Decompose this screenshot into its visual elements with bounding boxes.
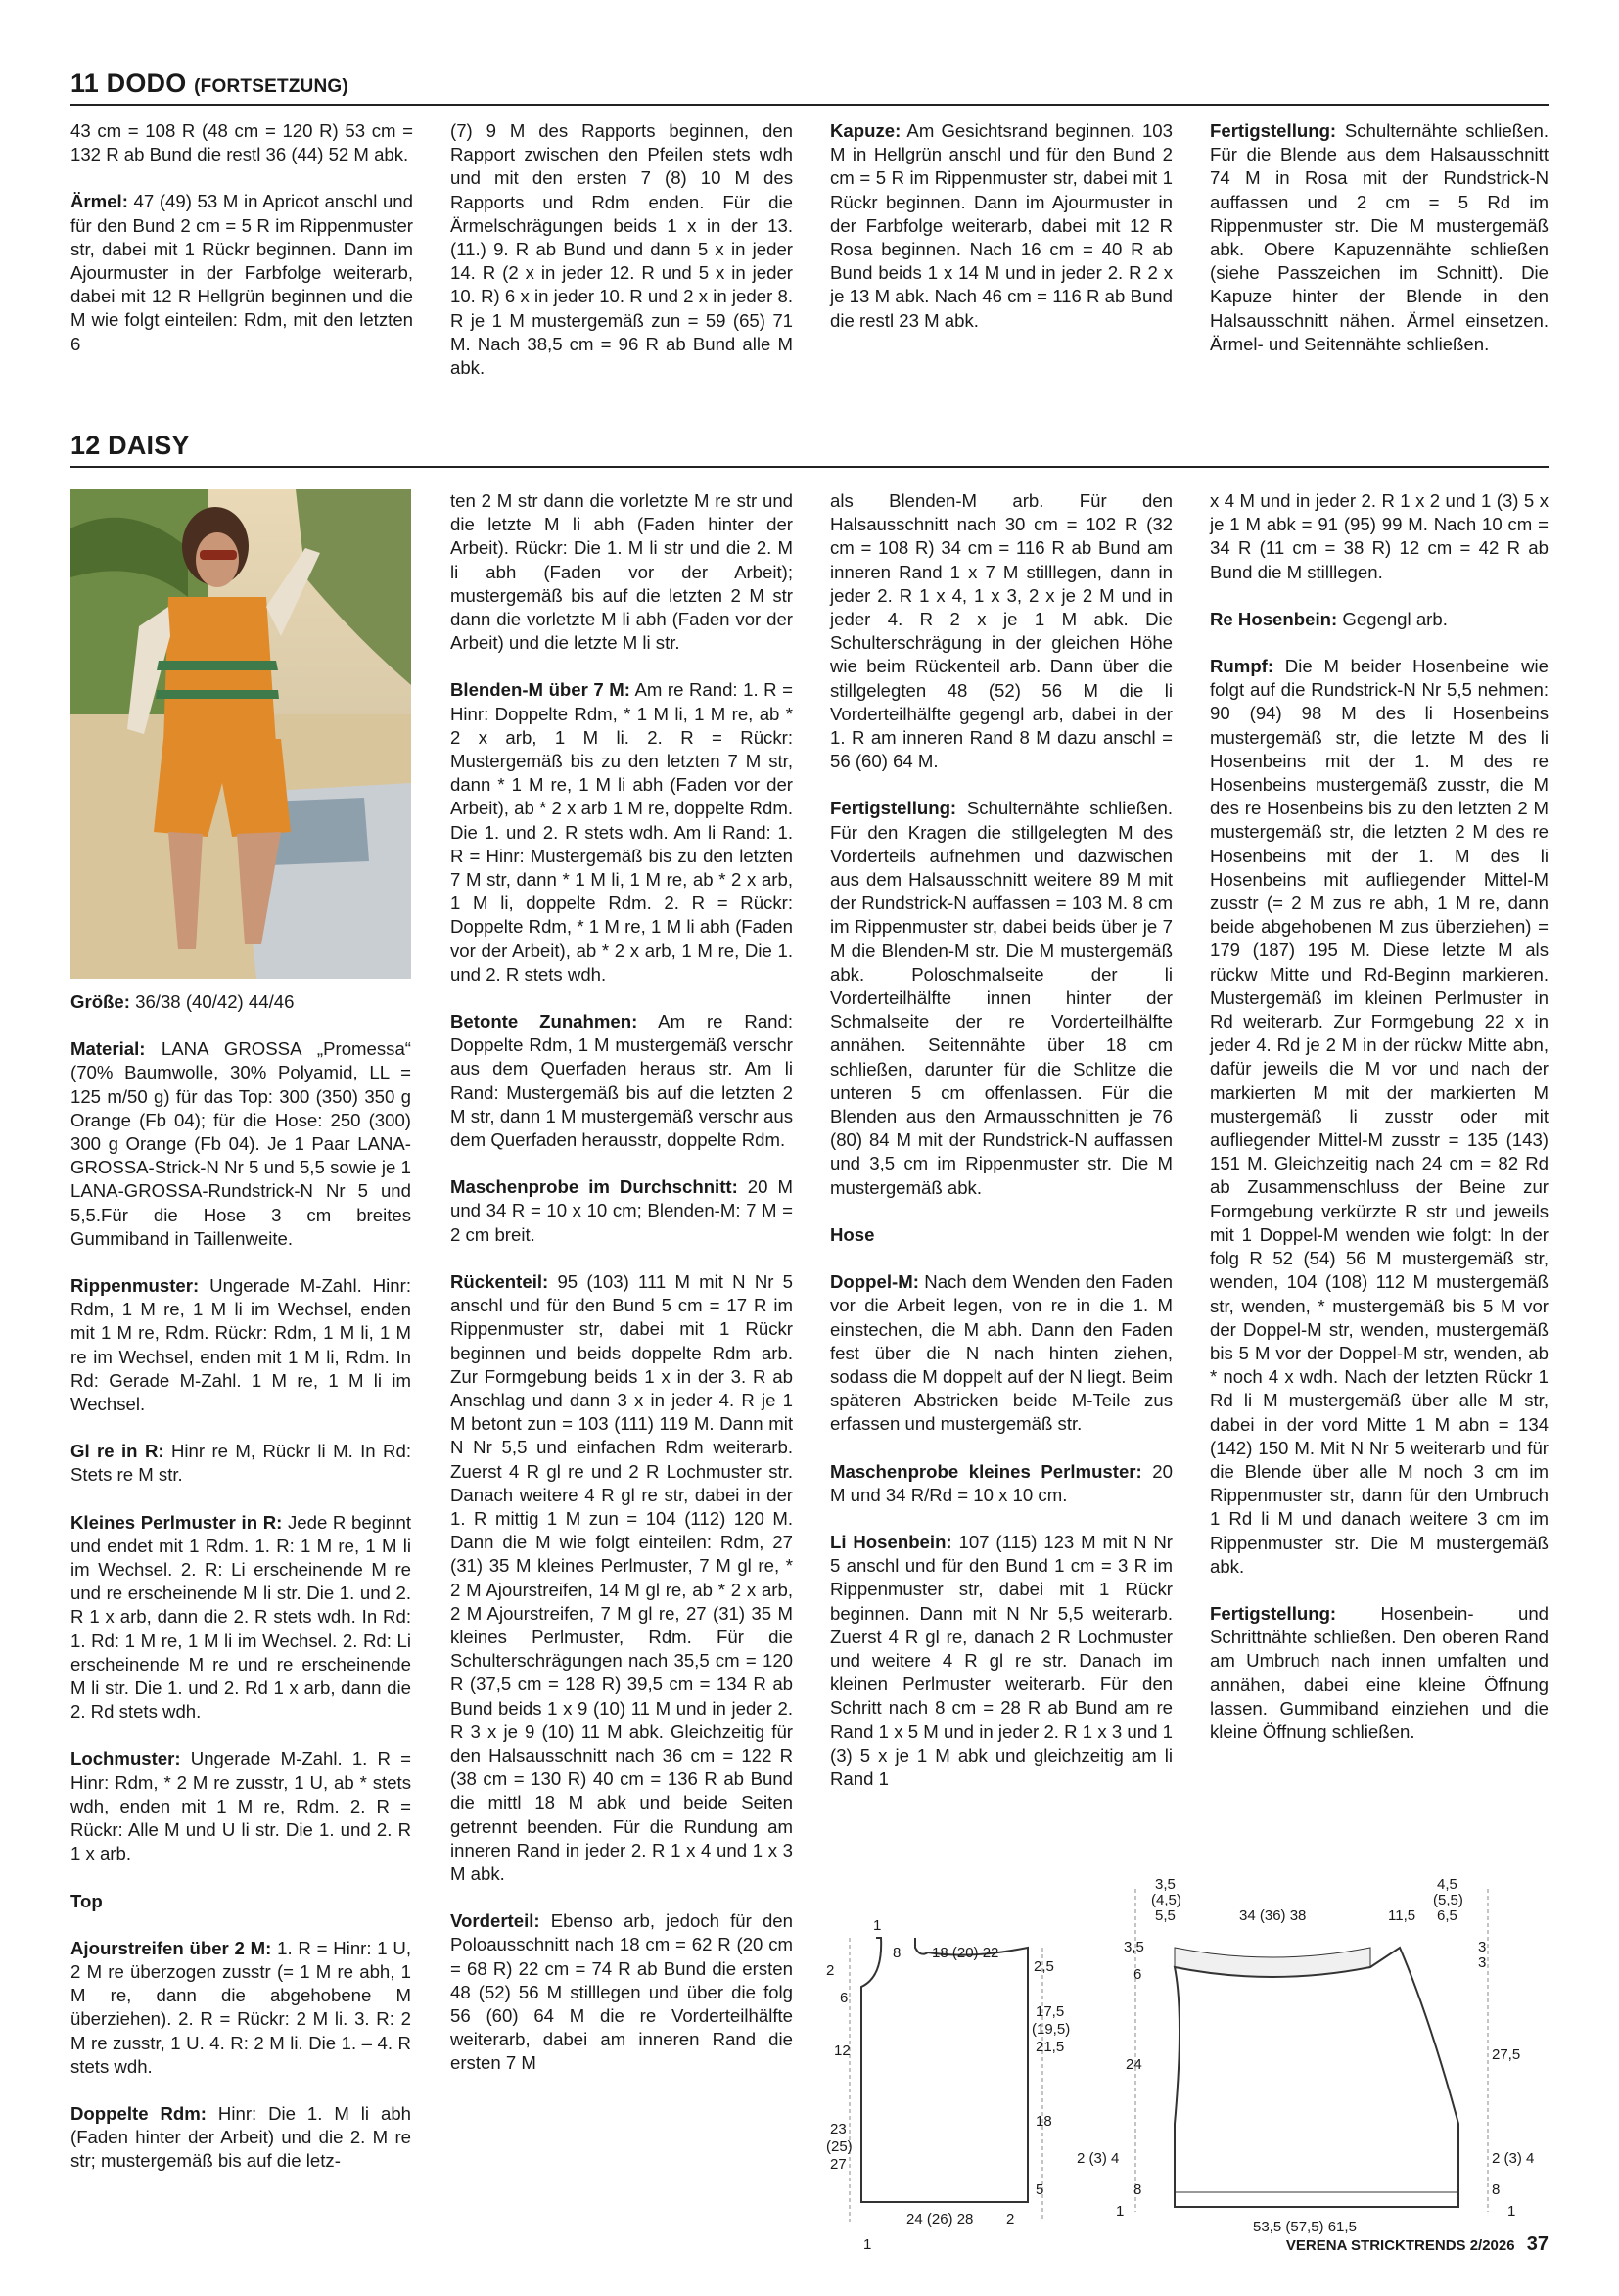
paragraph-text: 36/38 (40/42) 44/46 — [129, 991, 295, 1012]
paragraph-heading: Rumpf: — [1210, 656, 1274, 677]
paragraph — [70, 2102, 411, 2174]
paragraph — [450, 489, 793, 655]
pants-dim-tr-6-5: 6,5 — [1437, 1907, 1457, 1924]
pants-dim-left-24: 24 — [1126, 2056, 1142, 2073]
paragraph — [830, 797, 1173, 1199]
pants-dim-bottom-width: 53,5 (57,5) 61,5 — [1253, 2219, 1357, 2235]
model-photo — [70, 489, 411, 979]
paragraph-heading: Rippenmuster: — [70, 1275, 200, 1297]
paragraph-text: 20 M und 34 R = 10 x 10 cm; Blenden-M: 7 M = 2 cm breit. — [450, 1176, 793, 1245]
paragraph-heading: Betonte Zunahmen: — [450, 1011, 638, 1033]
paragraph-text: als Blenden-M arb. Für den Halsausschnitt nach 30 cm = 102 R (32 cm = 108 R) 34 cm = 116 R ab Bund am inneren Rand 1 x 7 M stilllegen, dann in jeder 2. R 1 x 4, 1 x 3, 2 x je 2 M und in jeder 4. R 2 x je 1 M abk. Die Schulterschrägung in der gleichen Höhe wie beim Rückenteil arb. Dann über die stillgelegten 48 (52) 56 M die li Vorderteilhälfte gegengl arb, dabei in der 1. R am inneren Rand 8 M dazu anschl = 56 (60) 64 M. — [830, 490, 1173, 772]
paragraph-heading: Rückenteil: — [450, 1270, 549, 1292]
section-12-column-4 — [1210, 489, 1549, 1768]
top-dim-bottom-width: 24 (26) 28 — [906, 2211, 974, 2227]
section-11-column-2 — [450, 119, 793, 403]
pants-dim-tl-4-5: (4,5) — [1151, 1892, 1181, 1908]
section-11-column-4 — [1210, 119, 1549, 380]
paragraph-text: Schulternähte schließen. Für den Kragen die stillgelegten M des Vorderteils aufnehmen und dazwischen aus dem Halsausschnitt weitere 89 M mit der Rundstrick-N auffassen = 103 M. 8 cm im Rippenmuster str, dabei beids über je 7 M die Blenden-M str. Die M mustergemäß abk. Poloschmalseite der li Vorderteilhälfte innen hinter der Schmalseite der re Vorderteilhälfte annähen. Seitennähte über 18 cm schließen, darunter für die Schlitze die unteren 5 cm offenlassen. Für die Blenden aus den Armausschnitten je 76 (80) 84 M mit der Rundstrick-N auffassen und 3,5 cm im Rippenmuster str. Die M mustergemäß abk. — [830, 798, 1173, 1198]
paragraph — [70, 1937, 411, 2079]
pants-dim-left-2-3-4: 2 (3) 4 — [1077, 2150, 1120, 2167]
paragraph — [1210, 489, 1549, 584]
pants-dim-tl-3-5: 3,5 — [1155, 1876, 1176, 1893]
paragraph-text: 43 cm = 108 R (48 cm = 120 R) 53 cm = 132 R ab Bund die restl 36 (44) 52 M abk. — [70, 120, 413, 165]
paragraph-heading: Lochmuster: — [70, 1748, 181, 1769]
pants-outline — [1175, 1948, 1458, 2207]
paragraph-heading: Li Hosenbein: — [830, 1531, 952, 1552]
section-12-title: 12 DAISY — [70, 431, 190, 460]
paragraph — [1210, 655, 1549, 1579]
section-12-rule — [70, 466, 1549, 468]
top-outline — [861, 1938, 1028, 2202]
paragraph-heading: Maschenprobe im Durchschnitt: — [450, 1176, 738, 1198]
section-11-subtitle: (FORTSETZUNG) — [194, 76, 348, 97]
paragraph-heading: Re Hosenbein: — [1210, 608, 1338, 629]
paragraph-text: Die M beider Hosenbeine wie folgt auf die Rundstrick-N Nr 5,5 nehmen: 90 (94) 98 M des li Hosenbeins mustergemäß str, die letzte M des li Hosenbeins mit der 1. M des re Hosenbeins mustergemäß zusstr, die M des re Hosenbeins bis zu den letzten 2 M mustergemäß str, die letzten 2 M des re Hosenbeins mit der 1. M des li Hosenbeins mit aufliegender Mittel-M zusstr (= 2 M zus re abh, 1 M re, dann beide abgehobenen M zus überziehen) = 179 (187) 195 M. Diese letzte M als rückw Mitte und Rd-Beginn markieren. Mustergemäß im kleinen Perlmuster in Rd weiterarb. Zur Formgebung 22 x in jeder 4. Rd je 2 M in der rückw Mitte abn, dafür jeweils die M vor und nach der markierten M mit der markierten M mustergemäß li zusstr oder mit aufliegender Mittel-M zusstr = 135 (143) 151 M. Gleichzeitig nach 24 cm = 82 Rd ab Zusammenschluss der Beine zur Formgebung verkürzte R str und jeweils mit 1 Doppel-M wenden wie folgt: In der folg R 52 (54) 56 M mustergemäß str, wenden, 104 (108) 112 M mustergemäß str, wenden, * mustergemäß bis 5 M vor der Doppel-M str, wenden, mustergemäß bis 5 M vor der Doppel-M str, wenden, ab * noch 4 x wdh. Nach der letzten Rückr 1 Rd li M mustergemäß über alle M str, dabei in der vord Mitte 1 M abn = 134 (142) 150 M. Mit N Nr 5 weiterarb und für die Blende über alle M noch 3 cm im Rippenmuster str, dann für den Umbruch 1 Rd li M und danach weitere 3 cm im Rippenmuster str. Die M mustergemäß abk. — [1210, 656, 1549, 1577]
paragraph — [1210, 608, 1549, 631]
paragraph — [830, 1270, 1173, 1436]
section-11-rule — [70, 104, 1549, 106]
paragraph-heading: Doppel-M: — [830, 1271, 919, 1293]
paragraph — [70, 1890, 411, 1913]
paragraph-text: Gegengl arb. — [1337, 608, 1448, 629]
paragraph-text: Hinr: Die 1. M li abh (Faden hinter der Arbeit) und die 2. M re str; mustergemäß bis auf die letz- — [70, 2102, 411, 2172]
paragraph-text: Hosenbein- und Schrittnähte schließen. Den oberen Rand am Umbruch nach innen umfalten und annähen, dabei eine kleine Öffnung lassen. Gummiband einziehen und die kleine Öffnung schließen. — [1210, 1602, 1549, 1742]
photo-illustration — [70, 489, 411, 979]
paragraph — [450, 1270, 793, 1886]
paragraph-heading: Kapuze: — [830, 120, 902, 141]
paragraph-text: Am re Rand: 1. R = Hinr: Doppelte Rdm, * 1 M li, 1 M re, ab * 2 x arb, 1 M li. 2. R = Rückr: Mustergemäß bis zu den letzten 7 M str, dann * 1 M re, 1 M li abh (Faden vor der Arbeit), ab * 2 x arb 1 M re, doppelte Rdm. Die 1. und 2. R stets wdh. Am li Rand: 1. R = Hinr: Mustergemäß bis zu den letzten 7 M str, dann * 1 M li, 1 M re, ab * 2 x arb, 1 M li, doppelte Rdm. 2. R = Rückr: Doppelte Rdm, * 1 M re, 1 M li abh (Faden vor der Arbeit), ab * 2 x arb, 1 M re, Die 1. und 2. R stets wdh. — [450, 679, 794, 985]
paragraph — [70, 1274, 411, 1416]
top-dim-8: 8 — [893, 1945, 902, 1961]
top-dim-width-top: 18 (20) 22 — [932, 1945, 999, 1961]
paragraph-text: 107 (115) 123 M mit N Nr 5 anschl und für den Bund 1 cm = 3 R im Rippenmuster str, dabei mit 1 Rückr beginnen. Dann mit N Nr 5,5 weiterarb. Zuerst 4 R gl re, danach 2 R Lochmuster und weitere 4 R gl re str. Danach im kleinen Perlmuster weiterarb. Für den Schritt nach 8 cm = 28 R ab Bund am re Rand 1 x 5 M und in jeder 2. R 1 x 3 und 1 (3) 5 x je 1 M abk und gleichzeitig am li Rand 1 — [830, 1531, 1173, 1789]
paragraph — [70, 990, 411, 1014]
paragraph-heading: Fertigstellung: — [1210, 120, 1337, 141]
page-number: 37 — [1526, 2233, 1549, 2255]
top-dim-right-18: 18 — [1036, 2113, 1052, 2130]
paragraph-heading: Fertigstellung: — [1210, 1602, 1337, 1624]
paragraph-text: 20 M und 34 R/Rd = 10 x 10 cm. — [830, 1460, 1173, 1505]
paragraph-text: Ungerade M-Zahl. Hinr: Rdm, 1 M re, 1 M li im Wechsel, enden mit 1 M re, Rdm. Rückr: Rdm, 1 M li, 1 M re im Wechsel, enden mit 1 M li, Rdm. In Rd: Gerade M-Zahl. 1 M re, 1 M li im Wechsel. — [70, 1275, 411, 1415]
paragraph-heading: Hose — [830, 1223, 875, 1245]
top-dim-left-2: 2 — [826, 1962, 835, 1979]
paragraph — [450, 1175, 793, 1247]
pants-dim-right-2-3-4: 2 (3) 4 — [1492, 2150, 1535, 2167]
top-dim-right-5: 5 — [1036, 2181, 1044, 2198]
paragraph-heading: Maschenprobe kleines Perlmuster: — [830, 1460, 1142, 1482]
paragraph-text: Am Gesichtsrand beginnen. 103 M in Hellgrün anschl und für den Bund 2 cm = 5 R im Rippenmuster str, dabei mit 1 Rückr beginnen. Dann im Ajourmuster in der Farbfolge weiterarb, dabei mit 12 R Rosa beginnen. Nach 16 cm = 40 R ab Bund beids 1 x 14 M und in jeder 2. R 2 x je 13 M abk. Nach 46 cm = 116 R ab Bund die restl 23 M abk. — [830, 120, 1173, 331]
paragraph-text: 47 (49) 53 M in Apricot anschl und für den Bund 2 cm = 5 R im Rippenmuster str, dabei mit 1 Rückr beginnen. Dann im Ajourmuster in der Farbfolge weiterarb, dabei mit 12 R Hellgrün beginnen und die M wie folgt einteilen: Rdm, mit den letzten 6 — [70, 191, 413, 354]
paragraph-text: Jede R beginnt und endet mit 1 Rdm. 1. R: 1 M re, 1 M li im Wechsel. 2. R: Li erscheinende M re und re erscheinende M li str. Die 1. und 2. R 1 x arb, dann die 2. R stets wdh. In Rd: 1. Rd: 1 M re, 1 M li im Wechsel. 2. Rd: Li erscheinende M re und re erscheinende M li str. Die 1. und 2. Rd 1 x arb, dann die 2. Rd stets wdh. — [70, 1511, 411, 1722]
top-dim-bottom-1: 1 — [863, 2236, 872, 2253]
paragraph — [70, 190, 413, 355]
paragraph-text: 1. R = Hinr: 1 U, 2 M re überzogen zusstr (= 1 M re abh, 1 M re, dann die abgehobene M überziehen). 2. R = Rückr: 2 M li. 3. R: 2 M re zusstr, 1 U. 4. R: 2 M li. Die 1. – 4. R stets wdh. — [70, 1937, 411, 2077]
pants-dim-tr-5-5: (5,5) — [1433, 1892, 1463, 1908]
pants-dim-left-6: 6 — [1133, 1966, 1142, 1983]
paragraph-heading: Ajourstreifen über 2 M: — [70, 1937, 272, 1958]
paragraph-text: 95 (103) 111 M mit N Nr 5 anschl und für den Bund 5 cm = 17 R im Rippenmuster str, dabei mit 1 Rückr beginnen und beids doppelte Rdm arb. Zur Formgebung beids 1 x in der 3. R ab Anschlag und dann 3 x in jeder 4. R je 1 M betont zun = 103 (111) 119 M. Dann mit N Nr 5,5 und einfachen Rdm weiterarb. Zuerst 4 R gl re und 2 R Lochmuster str. Danach weitere 4 R gl re str, dabei in der 1. R mittig 1 M zun = 104 (112) 120 M. Dann die M wie folgt einteilen: Rdm, 27 (31) 35 M kleines Perlmuster, 7 M gl re, * 2 M Ajourstreifen, 14 M gl re, ab * 2 x arb, 2 M Ajourstreifen, 7 M gl re, 27 (31) 35 M kleines Perlmuster, Rdm. Für die Schulterschrägungen nach 35,5 cm = 120 R (37,5 cm = 128 R) 39,5 cm = 134 R ab Bund beids 1 x 9 (10) 11 M und in jeder 2. R 3 x je 9 (10) 11 M abk. Gleichzeitig für den Halsausschnitt nach 36 cm = 122 R (38 cm = 130 R) 40 cm = 136 R ab Bund die mittl 18 M abk und beide Seiten getrennt beenden. Für die Rundung am inneren Rand in jeder 2. R 1 x 4 und 1 x 3 M abk. — [450, 1270, 793, 1884]
paragraph-text: x 4 M und in jeder 2. R 1 x 2 und 1 (3) 5 x je 1 M abk = 91 (95) 99 M. Nach 10 cm = 34 R (11 cm = 38 R) 12 cm = 42 R ab Bund die M stilllegen. — [1210, 490, 1549, 582]
paragraph-text: Nach dem Wenden den Faden vor die Arbeit legen, von re in die 1. M einstechen, die M abh. Dann den Faden fest über die N nach hinten ziehen, sodass die M doppelt auf der N liegt. Beim späteren Abstricken beide M-Teile zus erfassen und mustergemäß str. — [830, 1271, 1173, 1435]
page-footer — [1286, 2233, 1549, 2256]
top-dim-right-19-5: (19,5) — [1032, 2021, 1071, 2038]
pants-dim-tr-4-5: 4,5 — [1437, 1876, 1457, 1893]
pants-dim-top-11-5: 11,5 — [1388, 1907, 1416, 1924]
pants-dim-right-8: 8 — [1492, 2181, 1501, 2198]
paragraph-heading: Material: — [70, 1038, 146, 1060]
paragraph — [830, 1531, 1173, 1791]
section-11-name: 11 DODO — [70, 69, 187, 98]
paragraph-text: Ebenso arb, jedoch für den Poloausschnitt nach 18 cm = 62 R (20 cm = 68 R) 22 cm = 74 R ab Bund die ersten 48 (52) 56 M stilllegen und über die folg 56 (60) 64 M die re Vorderteilhälfte weiterarb, dabei am inneren Rand die ersten 7 M — [450, 1910, 793, 2074]
paragraph-text: Ungerade M-Zahl. 1. R = Hinr: Rdm, * 2 M re zusstr, 1 U, ab * stets wdh, enden mit 1 M re, Rdm. 2. R = Rückr: Alle M und U li str. Die 1. und 2. R 1 x arb. — [70, 1748, 411, 1864]
top-dim-left-27: 27 — [830, 2156, 847, 2173]
pants-dim-tl-5-5: 5,5 — [1155, 1907, 1176, 1924]
section-11-column-3 — [830, 119, 1173, 356]
paragraph — [70, 1037, 411, 1251]
pants-dim-left-3-5: 3,5 — [1124, 1939, 1144, 1955]
top-dim-bottom-2: 2 — [1006, 2211, 1015, 2227]
paragraph — [450, 1909, 793, 2075]
section-11-title — [70, 69, 348, 99]
paragraph-heading: Blenden-M über 7 M: — [450, 679, 630, 701]
top-schematic-diagram — [822, 1908, 1077, 2261]
pants-dim-right-3a: 3 — [1478, 1939, 1487, 1955]
top-dim-left-6: 6 — [840, 1990, 849, 2006]
section-12-column-2 — [450, 489, 793, 2099]
magazine-name: VERENA STRICKTRENDS 2/2026 — [1285, 2237, 1515, 2254]
pants-dim-top-width: 34 (36) 38 — [1239, 1907, 1307, 1924]
paragraph-text: Hinr re M, Rückr li M. In Rd: Stets re M str. — [70, 1441, 411, 1486]
paragraph — [830, 119, 1173, 333]
section-12-column-1 — [70, 990, 411, 2197]
paragraph-text: Schulternähte schließen. Für die Blende aus dem Halsausschnitt 74 M in Rosa mit der Rundstrick-N auffassen und 2 cm = 5 Rd im Rippenmuster str. Die M mustergemäß abk. Obere Kapuzennähte schließen (siehe Passzeichen im Schnitt). Die Kapuze hinter der Blende in den Halsausschnitt nähen. Ärmel einsetzen. Ärmel- und Seitennähte schließen. — [1210, 120, 1549, 354]
paragraph — [1210, 1602, 1549, 1744]
top-dim-right-2-5: 2,5 — [1034, 1958, 1054, 1975]
paragraph — [450, 119, 793, 380]
paragraph — [70, 1747, 411, 1865]
section-11-column-1 — [70, 119, 413, 380]
paragraph-text: LANA GROSSA „Promessa“ (70% Baumwolle, 30% Polyamid, LL = 125 m/50 g) für das Top: 300 (350) 350 g Orange (Fb 04); für die Hose: 250 (300) 300 g Orange (Fb 04). Je 1 Paar LANA-GROSSA-Strick-N Nr 5 und 5,5 sowie je 1 LANA-GROSSA-Rundstrick-N Nr 5 und 5,5.Für die Hose 3 cm breites Gummiband in Taillenweite. — [70, 1038, 411, 1249]
pants-dim-right-1: 1 — [1507, 2203, 1516, 2220]
pants-schematic-diagram — [1077, 1869, 1556, 2241]
paragraph-heading: Fertigstellung: — [830, 798, 957, 819]
paragraph — [830, 1460, 1173, 1507]
paragraph — [830, 1223, 1173, 1247]
paragraph-heading: Top — [70, 1890, 103, 1911]
paragraph — [70, 119, 413, 166]
paragraph-text: Am re Rand: Doppelte Rdm, 1 M mustergemäß verschr aus dem Querfaden heraus str. Am li Rand: Mustergemäß bis auf die letzten 2 M str, dann 1 M mustergemäß verschr aus dem Querfaden herausstr, doppelte Rdm. — [450, 1011, 794, 1151]
paragraph-heading: Kleines Perlmuster in R: — [70, 1511, 283, 1533]
paragraph — [70, 1511, 411, 1724]
top-dim-left-12: 12 — [834, 2043, 851, 2059]
paragraph — [1210, 119, 1549, 356]
pants-dim-left-8: 8 — [1133, 2181, 1142, 2198]
top-dim-right-21-5: 21,5 — [1036, 2039, 1065, 2055]
pants-dim-right-3b: 3 — [1478, 1954, 1487, 1971]
paragraph — [450, 678, 793, 987]
paragraph-heading: Größe: — [70, 991, 130, 1012]
paragraph — [450, 1010, 793, 1152]
paragraph — [70, 1440, 411, 1487]
pants-dim-right-27-5: 27,5 — [1492, 2046, 1521, 2063]
paragraph-text: ten 2 M str dann die vorletzte M re str und die letzte M li abh (Faden hinter der Arbeit). Rückr: Die 1. M li str und die 2. M li abh (Faden vor der Arbeit); mustergemäß bis auf die letzten 2 M str dann die vorletzte M li abh (Faden vor der Arbeit) und die letzte M li str. — [450, 490, 793, 654]
top-dim-left-23: 23 — [830, 2121, 847, 2137]
top-dim-left-25: (25) — [826, 2138, 853, 2155]
top-dim-right-17-5: 17,5 — [1036, 2003, 1065, 2020]
paragraph-heading: Doppelte Rdm: — [70, 2102, 207, 2124]
top-dim-top-1: 1 — [873, 1917, 882, 1934]
paragraph-heading: Gl re in R: — [70, 1441, 164, 1462]
paragraph — [830, 489, 1173, 773]
section-12-column-3 — [830, 489, 1173, 1814]
paragraph-text: (7) 9 M des Rapports beginnen, den Rapport zwischen den Pfeilen stets wdh und mit den ersten 7 (8) 10 M des Rapports und Rdm enden. Für die Ärmelschrägungen beids 1 x in der 13. (11.) 9. R ab Bund und dann 5 x in jeder 14. R (2 x in jeder 12. R und 5 x in jeder 10. R) 6 x in jeder 10. R und 2 x in jeder 8. R je 1 M mustergemäß zun = 59 (65) 71 M. Nach 38,5 cm = 96 R ab Bund alle M abk. — [450, 120, 793, 379]
pants-dim-left-1: 1 — [1116, 2203, 1125, 2220]
paragraph-heading: Ärmel: — [70, 191, 128, 212]
paragraph-heading: Vorderteil: — [450, 1910, 540, 1932]
